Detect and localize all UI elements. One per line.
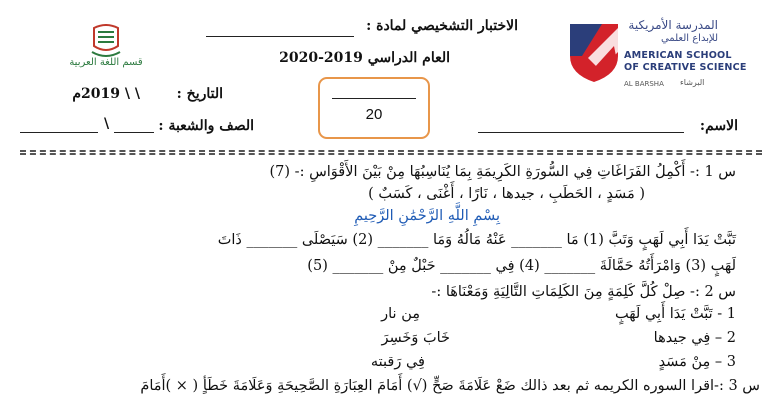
section-divider bbox=[20, 150, 762, 155]
date-label: التاريخ : bbox=[176, 86, 223, 102]
question-1-verse-line-1[interactable]: تَبَّتْ يَدَا أَبِي لَهَبٍ وَتَبَّ (1) مَا _______ عَنْهُ مَالُهُ وَمَا _______ (2) سَيَصْلَى _______ ذَاتَ bbox=[217, 232, 736, 248]
match-item-left[interactable]: 3 – مِنْ مَسَدٍ bbox=[658, 354, 736, 370]
class-section-label: الصف والشعبة : bbox=[158, 118, 254, 134]
question-1-options: ( مَسَدٍ ، الحَطَبِ ، جيدها ، نَارًا ، أَغْنَى ، كَسَبٌ ) bbox=[368, 186, 645, 202]
score-blank[interactable] bbox=[332, 98, 416, 99]
match-item-right[interactable]: فِي رَقبته bbox=[370, 354, 425, 370]
class-blank[interactable] bbox=[20, 132, 98, 133]
question-1-verse-line-2[interactable]: لَهَبٍ (3) وَامْرَأَتُهُ حَمَّالَةَ _______ (4) فِي _______ حَبْلٌ مِنْ _______ (5) bbox=[307, 258, 736, 274]
exam-title-label: الاختبار التشخيصي لمادة : bbox=[366, 18, 518, 34]
academic-year: العام الدراسي 2019-2020 bbox=[279, 50, 450, 66]
school-branch-english: AL BARSHA bbox=[624, 80, 664, 88]
school-name-english: AMERICAN SCHOOL bbox=[624, 50, 732, 61]
question-2-title: س 2 :- صِلْ كُلَّ كَلِمَةٍ مِنَ الكَلِمَاتِ التَّالِيَةِ وَمَعْنَاهَا :- bbox=[431, 284, 736, 300]
student-name-label: الاسم: bbox=[699, 118, 738, 134]
match-item-left[interactable]: 1 - تَبَّتْ يَدَا أَبِي لَهَبٍ bbox=[615, 306, 736, 322]
student-name-blank[interactable] bbox=[478, 132, 684, 133]
score-total: 20 bbox=[365, 106, 383, 123]
school-name-arabic: المدرسة الأمريكية bbox=[628, 18, 718, 32]
match-item-right[interactable]: خَابَ وَخَسِرَ bbox=[381, 330, 450, 346]
arabic-department-logo bbox=[88, 24, 124, 58]
date-value[interactable]: \ \ 2019م bbox=[72, 86, 140, 102]
match-item-left[interactable]: 2 – فِي جيدها bbox=[653, 330, 736, 346]
school-name-english-line2: OF CREATIVE SCIENCE bbox=[624, 62, 747, 73]
department-name: قسم اللغة العربية bbox=[69, 57, 143, 68]
basmala: بِسْمِ اللَّهِ الرَّحْمَٰنِ الرَّحِيمِ bbox=[354, 208, 500, 224]
exam-subject-blank[interactable] bbox=[206, 36, 354, 37]
school-branch-arabic: البرشاء bbox=[680, 78, 705, 87]
school-name-arabic-line2: للإبداع العلمي bbox=[660, 33, 718, 44]
school-crest-logo bbox=[568, 22, 620, 84]
match-item-right[interactable]: مِن نار bbox=[381, 306, 420, 322]
section-blank[interactable] bbox=[114, 132, 154, 133]
question-1-title: س 1 :- أَكْمِلُ الفَرَاغَاتِ فِي السُّورَةِ الكَرِيمَةِ بِمَا يُنَاسِبُهَا مِنْ بَيْنَ الأَقْوَاسِ :- (7) bbox=[269, 164, 736, 180]
question-3-title: س 3 :-اقرا السوره الكريمه ثم بعد ذالك ضَعْ عَلَامَةَ صَحٍّ (√) أَمَامَ العِبَارَةِ الصَّحِيحَةِ وَعَلَامَةَ خَطَأٍ ( × )أَمَامَ bbox=[140, 378, 760, 394]
class-section-separator: \ bbox=[104, 116, 110, 132]
